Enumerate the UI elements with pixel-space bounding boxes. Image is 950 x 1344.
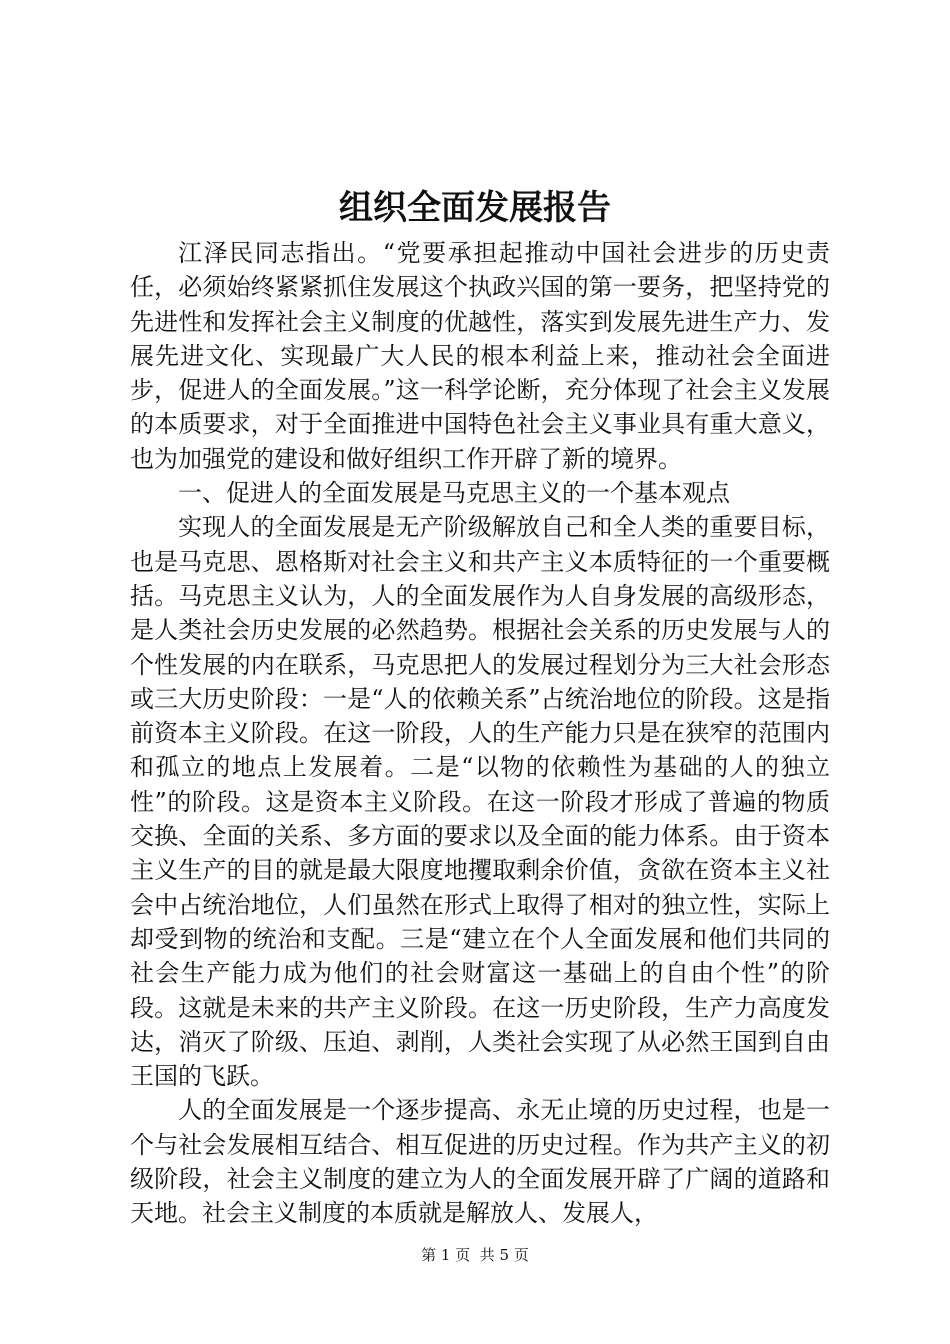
document-title: 组织全面发展报告 [339, 188, 611, 228]
footer-separator [470, 1246, 480, 1264]
paragraph-intro: 江泽民同志指出。“党要承担起推动中国社会进步的历史责任，必须始终紧紧抓住发展这个执政兴国的第一要务，把坚持党的先进性和发挥社会主义制度的优越性，落实到发展先进生产力、发展先进文化、实现最广大人民的根本利益上来，推动社会全面进步，促进人的全面发展。”这一科学论断，充分体现了社会主义发展的本质要求，对于全面推进中国特色社会主义事业具有重大意义，也为加强党的建设和做好组织工作开辟了新的境界。 [130, 239, 830, 473]
page-footer [0, 1244, 950, 1266]
page-number: 第 1 页 [421, 1246, 471, 1264]
document-body [130, 236, 830, 1231]
page-total: 共 5 页 [479, 1246, 529, 1264]
section-heading: 一、促进人的全面发展是马克思主义的一个基本观点 [178, 479, 730, 508]
paragraph-stages: 实现人的全面发展是无产阶级解放自己和全人类的重要目标，也是马克思、恩格斯对社会主义和共产主义本质特征的一个重要概括。马克思主义认为，人的全面发展作为人自身发展的高级形态，是人类社会历史发展的必然趋势。根据社会关系的历史发展与人的个性发展的内在联系，马克思把人的发展过程划分为三大社会形态或三大历史阶段：一是“人的依赖关系”占统治地位的阶段。这是指前资本主义阶段。在这一阶段，人的生产能力只是在狭窄的范围内和孤立的地点上发展着。二是“以物的依赖性为基础的人的独立性”的阶段。这是资本主义阶段。在这一阶段才形成了普遍的物质交换、全面的关系、多方面的要求以及全面的能力体系。由于资本主义生产的目的就是最大限度地攫取剩余价值，贪欲在资本主义社会中占统治地位，人们虽然在形式上取得了相对的独立性，实际上却受到物的统治和支配。三是“建立在个人全面发展和他们共同的社会生产能力成为他们的社会财富这一基础上的自由个性”的阶段。这就是未来的共产主义阶段。在这一历史阶段，生产力高度发达，消灭了阶级、压迫、剥削，人类社会实现了从必然王国到自由王国的飞跃。 [130, 513, 830, 1091]
paragraph-process: 人的全面发展是一个逐步提高、永无止境的历史过程，也是一个与社会发展相互结合、相互促进的历史过程。作为共产主义的初级阶段，社会主义制度的建立为人的全面发展开辟了广阔的道路和天地。社会主义制度的本质就是解放人、发展人， [130, 1096, 830, 1228]
